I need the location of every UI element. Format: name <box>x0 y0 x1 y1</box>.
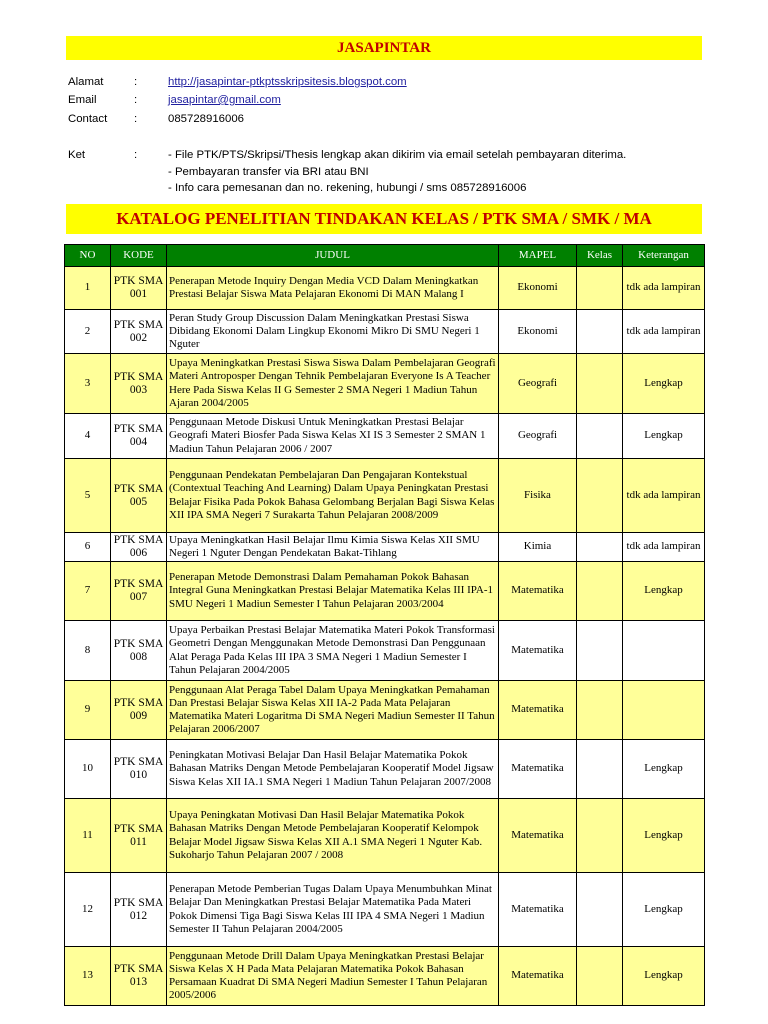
row-mapel: Matematika <box>499 740 577 799</box>
row-no: 6 <box>65 533 111 562</box>
row-kelas <box>577 310 623 354</box>
row-kelas <box>577 799 623 873</box>
colon: : <box>134 94 138 106</box>
row-mapel: Matematika <box>499 621 577 681</box>
row-kelas <box>577 267 623 310</box>
row-kelas <box>577 459 623 533</box>
row-judul: Penerapan Metode Inquiry Dengan Media VCD Dalam Meningkatkan Prestasi Belajar Siswa Mata Pelajaran Ekonomi Di MAN Malang I <box>167 267 499 310</box>
table-row <box>65 740 705 799</box>
table-row <box>65 459 705 533</box>
table-row <box>65 354 705 414</box>
table-row <box>65 533 705 562</box>
row-no: 8 <box>65 621 111 681</box>
table-row <box>65 267 705 310</box>
row-no: 13 <box>65 947 111 1006</box>
row-keterangan: tdk ada lampiran <box>623 310 705 354</box>
table-row <box>65 681 705 740</box>
row-no: 7 <box>65 562 111 621</box>
colon: : <box>134 113 138 125</box>
col-header-kelas: Kelas <box>577 245 623 267</box>
ket-line-3: - Info cara pemesanan dan no. rekening, hubungi / sms 085728916006 <box>168 182 527 194</box>
table-header-row <box>65 245 705 267</box>
row-kode: PTK SMA 009 <box>111 681 167 740</box>
row-judul: Penggunaan Metode Diskusi Untuk Meningkatkan Prestasi Belajar Geografi Materi Biosfer Pada Siswa Kelas XI IS 3 Semester 2 SMAN 1 Madiun Tahun Pelajaran 2006 / 2007 <box>167 414 499 459</box>
row-kelas <box>577 354 623 414</box>
row-mapel: Matematika <box>499 799 577 873</box>
row-kelas <box>577 533 623 562</box>
row-kode: PTK SMA 008 <box>111 621 167 681</box>
table-row <box>65 310 705 354</box>
row-mapel: Kimia <box>499 533 577 562</box>
col-header-judul: JUDUL <box>167 245 499 267</box>
ket-label: Ket <box>68 149 86 161</box>
table-row <box>65 947 705 1006</box>
row-keterangan: tdk ada lampiran <box>623 459 705 533</box>
row-judul: Penggunaan Alat Peraga Tabel Dalam Upaya Meningkatkan Pemahaman Dan Prestasi Belajar Siswa Kelas XII IA-2 Pada Mata Pelajaran Matematika Materi Logaritma Di SMA Negeri Madiun Semester II Tahun Pelajaran 2006/2007 <box>167 681 499 740</box>
row-keterangan: Lengkap <box>623 873 705 947</box>
row-kelas <box>577 621 623 681</box>
row-no: 5 <box>65 459 111 533</box>
row-keterangan: Lengkap <box>623 354 705 414</box>
row-judul: Peran Study Group Discussion Dalam Meningkatkan Prestasi Siswa Dibidang Ekonomi Dalam Lingkup Ekonomi Mikro Di SMU Negeri 1 Nguter <box>167 310 499 354</box>
row-keterangan <box>623 681 705 740</box>
row-judul: Penerapan Metode Pemberian Tugas Dalam Upaya Menumbuhkan Minat Belajar Dan Meningkatkan Prestasi Belajar Matematika Pada Materi Pokok Dimensi Tiga Bagi Siswa Kelas III IPA 4 SMA Negeri 1 Madiun Semester II Tahun Pelajaran 2004/2005 <box>167 873 499 947</box>
row-mapel: Geografi <box>499 354 577 414</box>
colon: : <box>134 149 138 161</box>
catalog-table <box>64 244 705 1006</box>
ket-line-2: - Pembayaran transfer via BRI atau BNI <box>168 166 369 178</box>
table-row <box>65 414 705 459</box>
site-title: JASAPINTAR <box>66 36 702 60</box>
row-mapel: Matematika <box>499 681 577 740</box>
row-kode: PTK SMA 002 <box>111 310 167 354</box>
row-kode: PTK SMA 005 <box>111 459 167 533</box>
blog-url-link[interactable]: http://jasapintar-ptkptsskripsitesis.blogspot.com <box>168 76 407 88</box>
ket-line-1: - File PTK/PTS/Skripsi/Thesis lengkap akan dikirim via email setelah pembayaran diterima. <box>168 149 627 161</box>
row-mapel: Matematika <box>499 873 577 947</box>
row-judul: Penerapan Metode Demonstrasi Dalam Pemahaman Pokok Bahasan Integral Guna Meningkatkan Prestasi Belajar Matematika Kelas III IPA-1 SMU Negeri 1 Madiun Semester I Tahun Pelajaran 2003/2004 <box>167 562 499 621</box>
row-kode: PTK SMA 003 <box>111 354 167 414</box>
row-kode: PTK SMA 011 <box>111 799 167 873</box>
row-mapel: Ekonomi <box>499 310 577 354</box>
row-no: 12 <box>65 873 111 947</box>
row-keterangan: tdk ada lampiran <box>623 267 705 310</box>
table-row <box>65 873 705 947</box>
row-kelas <box>577 740 623 799</box>
table-row <box>65 562 705 621</box>
row-kode: PTK SMA 006 <box>111 533 167 562</box>
email-link[interactable]: jasapintar@gmail.com <box>168 94 281 106</box>
row-kode: PTK SMA 007 <box>111 562 167 621</box>
col-header-kode: KODE <box>111 245 167 267</box>
row-mapel: Geografi <box>499 414 577 459</box>
row-keterangan: Lengkap <box>623 414 705 459</box>
row-judul: Peningkatan Motivasi Belajar Dan Hasil Belajar Matematika Pokok Bahasan Matriks Dengan Metode Pembelajaran Kooperatif Model Jigsaw Siswa Kelas XII IA.1 SMA Negeri 1 Madiun Tahun Pelajaran 2007/2008 <box>167 740 499 799</box>
row-no: 10 <box>65 740 111 799</box>
row-mapel: Matematika <box>499 562 577 621</box>
catalog-title: KATALOG PENELITIAN TINDAKAN KELAS / PTK SMA / SMK / MA <box>66 204 702 234</box>
row-kelas <box>577 562 623 621</box>
row-kelas <box>577 681 623 740</box>
row-no: 11 <box>65 799 111 873</box>
email-label: Email <box>68 94 97 106</box>
row-no: 1 <box>65 267 111 310</box>
row-mapel: Matematika <box>499 947 577 1006</box>
table-row <box>65 799 705 873</box>
row-kelas <box>577 873 623 947</box>
row-kelas <box>577 414 623 459</box>
row-judul: Upaya Meningkatkan Hasil Belajar Ilmu Kimia Siswa Kelas XII SMU Negeri 1 Nguter Dengan Pendekatan Bakat-Tihlang <box>167 533 499 562</box>
row-kelas <box>577 947 623 1006</box>
row-mapel: Ekonomi <box>499 267 577 310</box>
row-kode: PTK SMA 004 <box>111 414 167 459</box>
row-mapel: Fisika <box>499 459 577 533</box>
row-keterangan: Lengkap <box>623 740 705 799</box>
col-header-mapel: MAPEL <box>499 245 577 267</box>
col-header-keterangan: Keterangan <box>623 245 705 267</box>
row-kode: PTK SMA 012 <box>111 873 167 947</box>
row-keterangan <box>623 621 705 681</box>
row-keterangan: Lengkap <box>623 562 705 621</box>
row-keterangan: Lengkap <box>623 947 705 1006</box>
row-keterangan: tdk ada lampiran <box>623 533 705 562</box>
row-kode: PTK SMA 001 <box>111 267 167 310</box>
row-no: 2 <box>65 310 111 354</box>
colon: : <box>134 76 138 88</box>
row-no: 4 <box>65 414 111 459</box>
row-keterangan: Lengkap <box>623 799 705 873</box>
contact-label: Contact <box>68 113 108 125</box>
row-kode: PTK SMA 010 <box>111 740 167 799</box>
row-no: 3 <box>65 354 111 414</box>
row-judul: Penggunaan Metode Drill Dalam Upaya Meningkatkan Prestasi Belajar Siswa Kelas X H Pada Mata Pelajaran Matematika Pokok Bahasan Persamaan Kuadrat Di SMA Negeri Madiun Semester I Tahun Pelajaran 2005/2006 <box>167 947 499 1006</box>
row-judul: Upaya Perbaikan Prestasi Belajar Matematika Materi Pokok Transformasi Geometri Dengan Menggunakan Metode Demonstrasi Dan Penggunaan Alat Peraga Pada Kelas III IPA 3 SMA Negeri 1 Madiun Semester I Tahun Pelajaran 2004/2005 <box>167 621 499 681</box>
alamat-label: Alamat <box>68 76 104 88</box>
table-row <box>65 621 705 681</box>
row-no: 9 <box>65 681 111 740</box>
row-judul: Upaya Peningkatan Motivasi Dan Hasil Belajar Matematika Pokok Bahasan Matriks Dengan Metode Pembelajaran Kooperatif Kelompok Belajar Model Jigsaw Siswa Kelas XII A.1 SMA Negeri 1 Nguter Kab. Sukoharjo Tahun Pelajaran 2007 / 2008 <box>167 799 499 873</box>
row-judul: Penggunaan Pendekatan Pembelajaran Dan Pengajaran Kontekstual (Contextual Teaching And Learning) Dalam Upaya Peningkatan Prestasi Belajar Fisika Pada Pokok Bahasa Gelombang Berjalan Bagi Siswa Kelas XII IPA SMA Negeri 7 Surakarta Tahun Pelajaran 2008/2009 <box>167 459 499 533</box>
col-header-no: NO <box>65 245 111 267</box>
row-kode: PTK SMA 013 <box>111 947 167 1006</box>
row-judul: Upaya Meningkatkan Prestasi Siswa Siswa Dalam Pembelajaran Geografi Materi Antroposper Dengan Tehnik Pembelajaran Everyone Is A Teacher Here Pada Siswa Kelas II G Semester 2 SMA Negeri 1 Madiun Tahun Ajaran 2004/2005 <box>167 354 499 414</box>
phone-number: 085728916006 <box>168 113 245 125</box>
